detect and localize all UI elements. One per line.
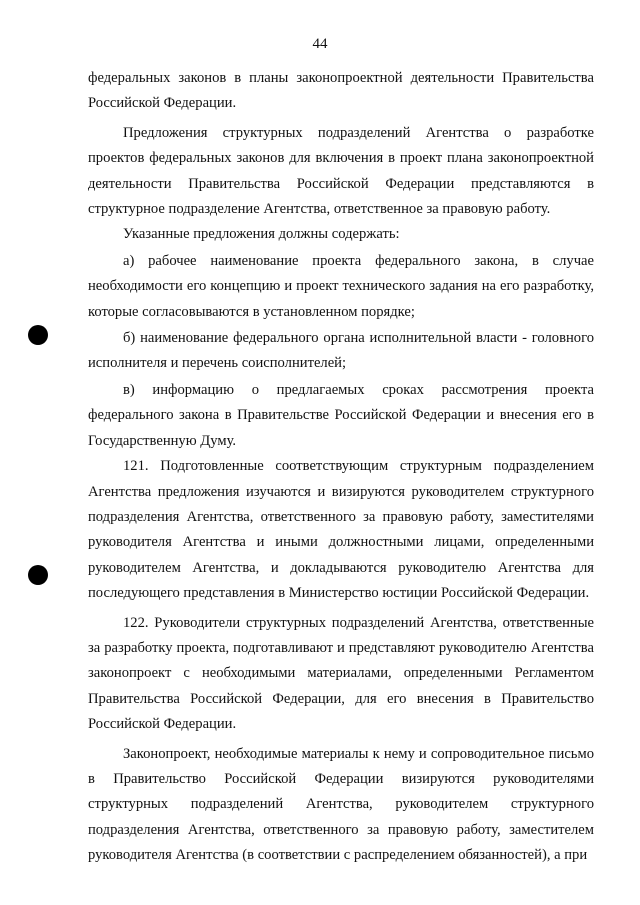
punch-hole-mark [28,325,48,345]
paragraph-continuation: федеральных законов в планы законопроектной деятельности Правительства Российской Федерации. [88,70,594,112]
paragraph-122: 122. Руководители структурных подразделений Агентства, ответственные за разработку проекта, подготавливают и представляют руководителю Агентства законопроект с необходимыми материалами, определенными Регламентом Правительства Российской Федерации, для его внесения в Правительство Российской Федерации. [88,614,594,733]
punch-hole-mark [28,565,48,585]
list-item-b: б) наименование федерального органа исполнительной власти - головного исполнителя и перечень соисполнителей; [88,330,594,372]
list-item-c: в) информацию о предлагаемых сроках рассмотрения проекта федерального закона в Правительстве Российской Федерации и внесения его в Государственную Думу. [88,381,594,449]
page-number: 44 [312,36,328,52]
paragraph-bill-approval: Законопроект, необходимые материалы к нему и сопроводительное письмо в Правительство Российской Федерации визируются руководителями структурных подразделений Агентства, руководителем структурного подразделения Агентства, ответственного за правовую работу, заместителем руководителя Агентства (в соответствии с распределением обязанностей), а при [88,745,594,864]
document-body [88,66,594,869]
paragraph-required-content: Указанные предложения должны содержать: [123,226,400,243]
paragraph-121: 121. Подготовленные соответствующим структурным подразделением Агентства предложения изучаются и визируются руководителем структурного подразделения Агентства, ответственного за правовую работу, заместителями руководителя Агентства и иными должностными лицами, определенными руководителем Агентства, и докладываются руководителю Агентства для последующего представления в Министерство юстиции Российской Федерации. [88,458,594,602]
paragraph-proposals: Предложения структурных подразделений Агентства о разработке проектов федеральных законов для включения в проект плана законопроектной деятельности Правительства Российской Федерации представляются в структурное подразделение Агентства, ответственное за правовую работу. [88,124,594,218]
list-item-a: а) рабочее наименование проекта федерального закона, в случае необходимости его концепцию и проект технического задания на его разработку, которые согласовываются в установленном порядке; [88,252,594,320]
